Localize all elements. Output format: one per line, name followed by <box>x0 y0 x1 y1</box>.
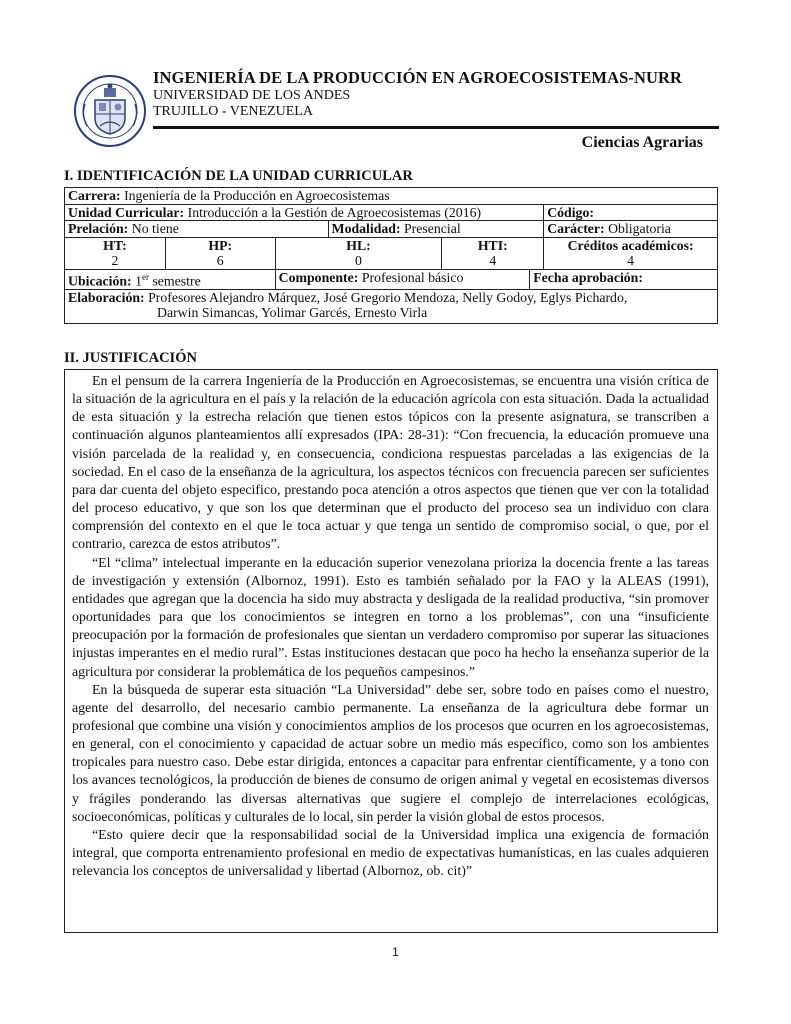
section-heading-justification: II. JUSTIFICACIÓN <box>64 350 197 366</box>
prelacion-cell: Prelación: No tiene <box>65 221 329 238</box>
ubicacion-cell: Ubicación: 1er semestre <box>65 269 276 289</box>
table-row <box>65 221 718 238</box>
carrera-value: Ingeniería de la Producción en Agroecosistemas <box>124 188 390 203</box>
program-title: INGENIERÍA DE LA PRODUCCIÓN EN AGROECOSISTEMAS-NURR <box>153 68 683 87</box>
page-number: 1 <box>392 945 399 959</box>
document-header <box>73 68 719 160</box>
identification-table <box>64 187 718 324</box>
hti-cell: HTI: 4 <box>442 237 544 269</box>
location-text: TRUJILLO - VENEZUELA <box>153 104 313 119</box>
justification-paragraph: En el pensum de la carrera Ingeniería de la Producción en Agroecosistemas, se encuentra una visión crítica de la situación de la agricultura en el país y la relación de la educación agrícola con esta situación. Dada la actualidad de esta situación y la estrecha relación que tienen estos tópicos con la presente asignatura, se transcriben a continuación algunos planteamientos allí expresados (IPA: 28-31): “Con frecuencia, la educación promueve una visión parcelada de la realidad y, en consecuencia, condiciona respuestas parceladas a las exigencias de la sociedad. En el caso de la enseñanza de la agricultura, los aspectos técnicos con frecuencia parecen ser suficientes para dar cuenta del objeto especifico, prestando poca atención a otros aspectos que tienen que ver con la totalidad del proceso educativo, y que son los que determinan que el producto del proceso sea un individuo con clara comprensión del contexto en el que le toca actuar y que tenga un sentido de compromiso social, o que, por el contrario, carezca de estos atributos”. <box>72 374 709 553</box>
componente-cell: Componente: Profesional básico <box>275 269 530 289</box>
section-heading-identification: I. IDENTIFICACIÓN DE LA UNIDAD CURRICULAR <box>64 168 413 184</box>
unidad-value: Introducción a la Gestión de Agroecosistemas (2016) <box>187 204 482 220</box>
header-rule <box>153 126 719 129</box>
elaboracion-cell: Elaboración: Profesores Alejandro Márquez, José Gregorio Mendoza, Nelly Godoy, Eglys Pichardo, Darwin Simancas, Yolimar Garcés, Ernesto Virla <box>65 289 718 323</box>
justification-paragraph: “El “clima” intelectual imperante en la educación superior venezolana prioriza la docencia frente a las tareas de investigación y extensión (Albornoz, 1991). Esto es también señalado por la FAO y la ALEAS (1991), entidades que agregan que la docencia ha sido muy abstracta y desligada de la realidad productiva, “sin promover oportunidades para que los conocimientos se integren en torno a los problemas”, con una “insuficiente preocupación por la formación de profesionales que sientan un verdadero compromiso por superar las situaciones injustas imperantes en el medio rural”. Estas instituciones destacan que poco ha hecho la enseñanza superior de la agricultura por considerar la problemática de los pequeños campesinos.” <box>72 555 709 680</box>
hl-cell: HL: 0 <box>275 237 442 269</box>
table-row <box>65 237 718 269</box>
table-row <box>65 289 718 323</box>
unidad-cell: Unidad Curricular: Introducción a la Gestión de Agroecosistemas (2016) <box>65 204 544 221</box>
justification-box <box>64 369 718 933</box>
area-label: Ciencias Agrarias <box>581 134 703 151</box>
ht-cell: HT: 2 <box>65 237 166 269</box>
creditos-cell: Créditos académicos: 4 <box>544 237 718 269</box>
modalidad-cell: Modalidad: Presencial <box>328 221 544 238</box>
caracter-cell: Carácter: Obligatoria <box>544 221 718 238</box>
table-row <box>65 269 718 289</box>
table-row <box>65 204 718 221</box>
university-name: UNIVERSIDAD DE LOS ANDES <box>153 88 351 103</box>
justification-paragraph: En la búsqueda de superar esta situación “La Universidad” debe ser, sobre todo en países como el nuestro, agente del desarrollo, del necesario cambio permanente. La enseñanza de la agricultura debe formar un profesional que combine una visión y conocimientos amplios de los procesos que ocurren en los agroecosistemas, en general, con el conocimiento y capacidad de actuar sobre un medio más específico, como son los ambientes tropicales para nuestro caso. Debe estar dirigida, entonces a capacitar para enfrentar científicamente, y a tono con los avances tecnológicos, la producción de bienes de consumo de origen animal y vegetal en ecosistemas diversos y frágiles ponderando las diversas alternativas que sugiere el complejo de interrelaciones ecológicas, socioeconómicas, políticas y culturales de lo local, sin perder la visión global de estos procesos. <box>72 682 709 825</box>
codigo-cell: Código: <box>544 204 718 221</box>
justification-paragraph: “Esto quiere decir que la responsabilidad social de la Universidad implica una exigencia de formación integral, que comporta entrenamiento profesional en medio de expectativas humanísticas, en las cuales adquieren relevancia los conceptos de universalidad y libertad (Albornoz, ob. cit)” <box>72 827 709 880</box>
carrera-cell: Carrera: Ingeniería de la Producción en Agroecosistemas <box>65 188 718 205</box>
table-row <box>65 188 718 205</box>
university-seal-logo <box>73 74 147 148</box>
hp-cell: HP: 6 <box>165 237 275 269</box>
fecha-cell: Fecha aprobación: <box>530 269 718 289</box>
